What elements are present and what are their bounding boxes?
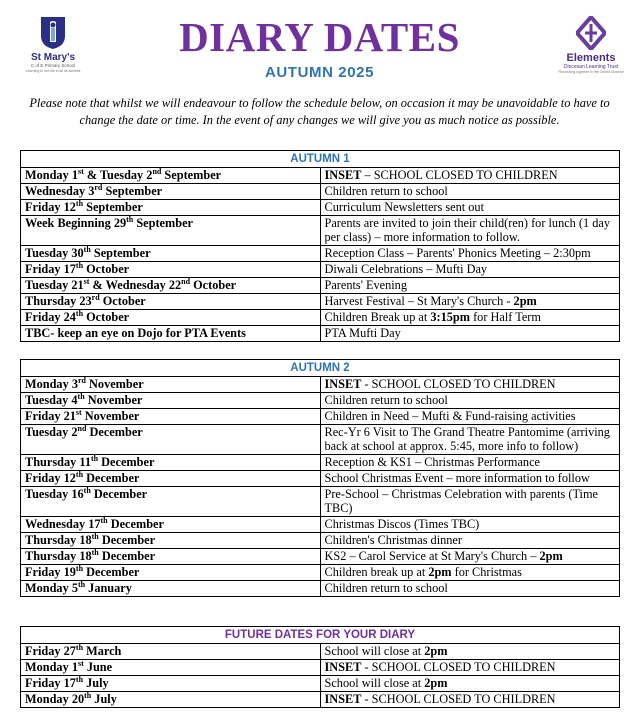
table-row xyxy=(21,533,620,549)
table-row xyxy=(21,310,620,326)
event-date: Friday 12th September xyxy=(21,200,321,216)
table-row xyxy=(21,549,620,565)
table-row xyxy=(21,377,620,393)
table-row xyxy=(21,425,620,455)
event-description: Parents are invited to join their child(ren) for lunch (1 day per class) – more information to follow. xyxy=(320,216,620,246)
section-heading-row xyxy=(21,627,620,644)
event-date: Thursday 11th December xyxy=(21,455,321,471)
event-date: Friday 24th October xyxy=(21,310,321,326)
event-date: Friday 12th December xyxy=(21,471,321,487)
section-heading: AUTUMN 2 xyxy=(21,360,620,377)
event-date: Tuesday 4th November xyxy=(21,393,321,409)
section-heading: AUTUMN 1 xyxy=(21,151,620,168)
table-row xyxy=(21,676,620,692)
school-logo-name: St Mary's xyxy=(30,52,76,63)
event-date: Week Beginning 29th September xyxy=(21,216,321,246)
event-date: Friday 27th March xyxy=(21,644,321,660)
event-date: Tuesday 2nd December xyxy=(21,425,321,455)
table-row xyxy=(21,455,620,471)
page-header xyxy=(0,0,639,92)
table-row xyxy=(21,200,620,216)
table-row xyxy=(21,409,620,425)
event-description: School will close at 2pm xyxy=(320,676,620,692)
event-description: Pre-School – Christmas Celebration with parents (Time TBC) xyxy=(320,487,620,517)
event-description: KS2 – Carol Service at St Mary's Church – 2pm xyxy=(320,549,620,565)
event-description: Children return to school xyxy=(320,393,620,409)
table-row xyxy=(21,278,620,294)
event-date: Thursday 18th December xyxy=(21,549,321,565)
school-logo-motto: Learning to live life in all its fullness xyxy=(25,69,81,73)
event-description: INSET – SCHOOL CLOSED TO CHILDREN xyxy=(320,168,620,184)
table-row xyxy=(21,262,620,278)
event-description: Curriculum Newsletters sent out xyxy=(320,200,620,216)
event-description: School will close at 2pm xyxy=(320,644,620,660)
event-date: Monday 20th July xyxy=(21,692,321,708)
trust-logo-name: Elements xyxy=(566,52,616,64)
table-row xyxy=(21,660,620,676)
event-date: Wednesday 17th December xyxy=(21,517,321,533)
event-description: Children's Christmas dinner xyxy=(320,533,620,549)
table-row xyxy=(21,393,620,409)
event-description: Children break up at 2pm for Christmas xyxy=(320,565,620,581)
event-date: Thursday 23rd October xyxy=(21,294,321,310)
event-date: Monday 1st & Tuesday 2nd September xyxy=(21,168,321,184)
trust-logo-subtitle: Diocesan Learning Trust xyxy=(563,64,619,70)
event-date: TBC- keep an eye on Dojo for PTA Events xyxy=(21,326,321,342)
table-row xyxy=(21,294,620,310)
event-description: INSET - SCHOOL CLOSED TO CHILDREN xyxy=(320,692,620,708)
table-row xyxy=(21,581,620,597)
event-description: INSET - SCHOOL CLOSED TO CHILDREN xyxy=(320,377,620,393)
section-heading-row xyxy=(21,360,620,377)
table-row xyxy=(21,487,620,517)
event-description: Parents' Evening xyxy=(320,278,620,294)
table-row xyxy=(21,565,620,581)
table-row xyxy=(21,471,620,487)
event-description: Diwali Celebrations – Mufti Day xyxy=(320,262,620,278)
event-description: Christmas Discos (Times TBC) xyxy=(320,517,620,533)
event-description: Children return to school xyxy=(320,184,620,200)
school-logo-subtitle: C of E Primary School xyxy=(30,63,76,68)
event-description: INSET - SCHOOL CLOSED TO CHILDREN xyxy=(320,660,620,676)
table-row xyxy=(21,517,620,533)
event-date: Tuesday 30th September xyxy=(21,246,321,262)
trust-logo-tagline: Flourishing together in the Oxford Diocese xyxy=(558,70,624,74)
event-date: Monday 5th January xyxy=(21,581,321,597)
event-date: Tuesday 21st & Wednesday 22nd October xyxy=(21,278,321,294)
event-date: Monday 1st June xyxy=(21,660,321,676)
event-date: Friday 19th December xyxy=(21,565,321,581)
future-dates-table xyxy=(20,626,620,708)
event-description: School Christmas Event – more information to follow xyxy=(320,471,620,487)
event-date: Tuesday 16th December xyxy=(21,487,321,517)
event-description: Children in Need – Mufti & Fund-raising activities xyxy=(320,409,620,425)
event-date: Friday 17th July xyxy=(21,676,321,692)
table-row xyxy=(21,246,620,262)
event-description: Reception & KS1 – Christmas Performance xyxy=(320,455,620,471)
event-description: Reception Class – Parents' Phonics Meeting – 2:30pm xyxy=(320,246,620,262)
table-row xyxy=(21,216,620,246)
table-row xyxy=(21,184,620,200)
trust-logo xyxy=(556,16,626,92)
event-description: Children Break up at 3:15pm for Half Term xyxy=(320,310,620,326)
event-description: Children return to school xyxy=(320,581,620,597)
section-heading-row xyxy=(21,151,620,168)
event-date: Monday 3rd November xyxy=(21,377,321,393)
event-description: Rec-Yr 6 Visit to The Grand Theatre Pantomime (arriving back at school at approx. 5:45, more info to follow) xyxy=(320,425,620,455)
table-row xyxy=(21,692,620,708)
notice-text: Please note that whilst we will endeavour to follow the schedule below, on occasion it may be unavoidable to have to change the date or time. In the event of any changes we will give you as much notice as possible. xyxy=(29,96,610,127)
trust-emblem-icon xyxy=(576,16,606,50)
event-description: PTA Mufti Day xyxy=(320,326,620,342)
table-row xyxy=(21,644,620,660)
section-heading: FUTURE DATES FOR YOUR DIARY xyxy=(21,627,620,644)
event-date: Thursday 18th December xyxy=(21,533,321,549)
autumn1-table xyxy=(20,150,620,342)
event-date: Wednesday 3rd September xyxy=(21,184,321,200)
page-subtitle: AUTUMN 2025 xyxy=(264,64,375,81)
event-date: Friday 17th October xyxy=(21,262,321,278)
table-row xyxy=(21,326,620,342)
page-title: DIARY DATES xyxy=(179,14,460,60)
event-date: Friday 21st November xyxy=(21,409,321,425)
event-description: Harvest Festival – St Mary's Church - 2pm xyxy=(320,294,620,310)
table-row xyxy=(21,168,620,184)
autumn2-table xyxy=(20,359,620,597)
